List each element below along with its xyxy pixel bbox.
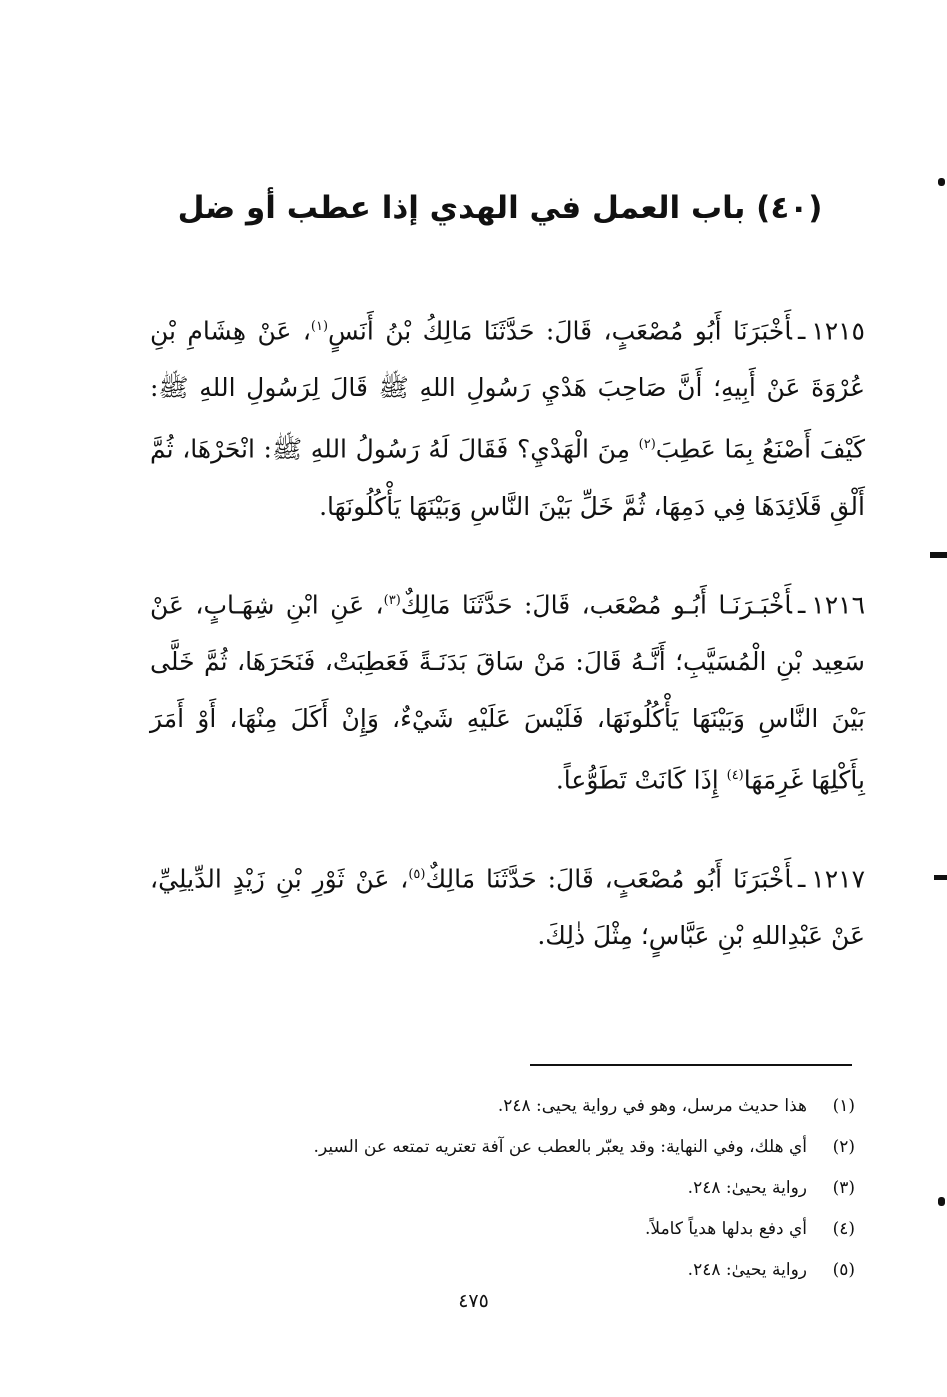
footnote-item bbox=[150, 1168, 855, 1209]
dash-separator: ـ bbox=[797, 864, 806, 894]
hadith-number: ١٢١٥ bbox=[811, 316, 865, 346]
hadith-paragraph bbox=[150, 298, 865, 535]
footnote-ref[interactable]: (٣) bbox=[383, 593, 401, 608]
footnote-number: (٥) bbox=[832, 1260, 855, 1280]
footnote-ref[interactable]: (٥) bbox=[408, 867, 426, 882]
hadith-text: أَخْبَرَنَا أَبُو مُصْعَبٍ، قَالَ: حَدَّثَنَا مَالِكٌ bbox=[425, 864, 792, 894]
dash-separator: ـ bbox=[797, 316, 806, 346]
hadith-text: أَخْبَرَنَا أَبُو مُصْعَبٍ، قَالَ: حَدَّثَنَا مَالِكُ بْنُ أَنَسٍ bbox=[328, 316, 792, 346]
footnote-text: هذا حديث مرسل، وهو في رواية يحيى: ٢٤٨. bbox=[497, 1096, 807, 1116]
hadith-paragraph bbox=[150, 846, 865, 964]
footnote-number: (٣) bbox=[832, 1178, 855, 1198]
footnote-ref[interactable]: (٤) bbox=[726, 768, 744, 784]
hadith-text: ، عَنِ ابْنِ شِهَـابٍ، عَنْ سَعِيد بْنِ الْمُسَيَّبِ؛ أَنَّـهُ قَالَ: مَنْ سَاقَ بَدَنَـةً فَعَطِبَتْ، فَنَحَرَهَا، ثُمَّ خَلَّى بَيْنَ النَّاسِ وَبَيْنَهَا يَأْكُلُونَهَا، فَلَيْسَ عَلَيْهِ شَيْءٌ، وَإِنْ أَكَلَ مِنْهَا، أَوْ أَمَرَ بِأَكْلِهَا غَرِمَهَا bbox=[150, 590, 865, 795]
chapter-title: (٤٠) باب العمل في الهدي إذا عطب أو ضل bbox=[177, 190, 823, 226]
scan-mark bbox=[934, 875, 947, 880]
footnote-text: رواية يحيىٰ: ٢٤٨. bbox=[687, 1178, 807, 1198]
page-number: ٤٧٥ bbox=[458, 1290, 489, 1312]
footnote-item bbox=[150, 1209, 855, 1250]
footnote-item bbox=[150, 1086, 855, 1127]
hadith-number: ١٢١٦ bbox=[811, 590, 866, 620]
hadith-text: أَخْبَـرَنَـا أَبُـو مُصْعَب، قَالَ: حَدَّثَنَا مَالِكٌ bbox=[400, 590, 792, 620]
footnote-text: أي هلك، وفي النهاية: وقد يعبّر بالعطب عن آفة تعتريه تمتعه عن السير. bbox=[313, 1137, 807, 1157]
footnote-item bbox=[150, 1127, 855, 1168]
hadith-text: إِذَا كَانَتْ تَطَوُّعاً. bbox=[555, 765, 727, 795]
footnote-number: (٤) bbox=[832, 1219, 855, 1239]
footnote-item bbox=[150, 1250, 855, 1291]
scan-mark bbox=[938, 178, 945, 186]
hadith-paragraph bbox=[150, 572, 865, 809]
scan-mark bbox=[938, 1197, 945, 1206]
hadith-text: مِنَ الْهَدْيِ؟ فَقَالَ لَهُ رَسُولُ اللهِ ﷺ: انْحَرْهَا، ثُمَّ أَلْقِ قَلَائِدَهَا فِي دَمِهَا، ثُمَّ خَلِّ بَيْنَ النَّاسِ وَبَيْنَهَا يَأْكُلُونَهَا. bbox=[150, 434, 865, 521]
scan-mark bbox=[930, 552, 947, 558]
footnote-text: رواية يحيىٰ: ٢٤٨. bbox=[687, 1260, 807, 1280]
footnote-ref[interactable]: (١) bbox=[310, 319, 329, 334]
footnote-divider bbox=[530, 1064, 852, 1066]
footnotes-list bbox=[150, 1086, 855, 1291]
footnote-text: أي دفع بدلها هدياً كاملاً. bbox=[645, 1219, 807, 1239]
hadith-text: ، عَنْ ثَوْرِ بْنِ زَيْدٍ الدِّيلِيِّ، عَنْ عَبْدِاللهِ بْنِ عَبَّاسٍ؛ مِثْلَ ذٰلِكَ. bbox=[150, 864, 865, 951]
hadith-number: ١٢١٧ bbox=[811, 864, 865, 894]
footnote-number: (١) bbox=[832, 1096, 855, 1116]
footnote-ref[interactable]: (٢) bbox=[638, 437, 656, 453]
hadith-text: ، عَنْ هِشَامِ بْنِ عُرْوَةَ عَنْ أَبِيهِ؛ أَنَّ صَاحِبَ هَدْيِ رَسُولِ اللهِ ﷺ قَالَ لِرَسُولِ اللهِ ﷺ: كَيْفَ أَصْنَعُ بِمَا عَطِبَ bbox=[150, 316, 865, 464]
footnote-number: (٢) bbox=[832, 1137, 855, 1157]
dash-separator: ـ bbox=[797, 590, 806, 620]
